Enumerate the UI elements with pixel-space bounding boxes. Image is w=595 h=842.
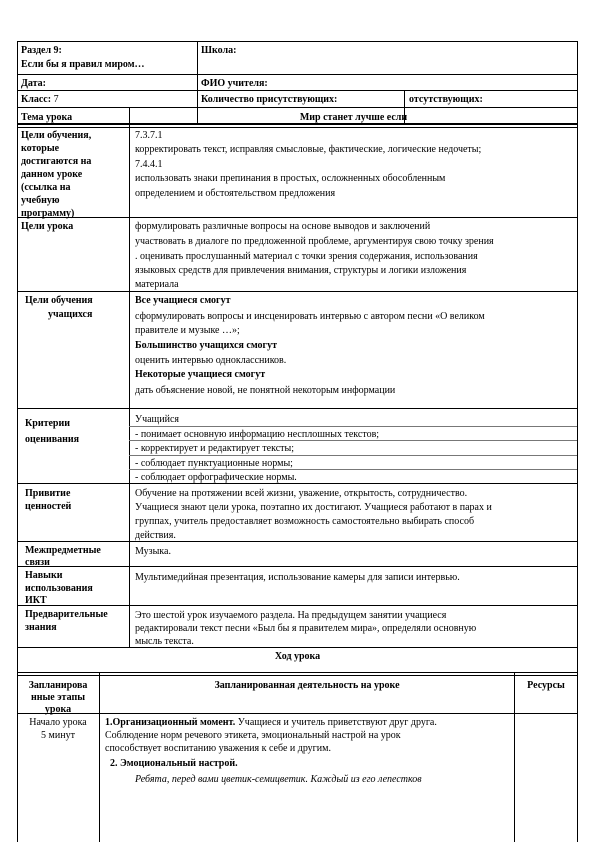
table-border (99, 672, 100, 842)
topic-label: Тема урока (21, 112, 73, 123)
learning-goal-line: 7.3.7.1 (135, 130, 163, 141)
values-line: группах, учитель предоставляет возможность самостоятельно выбирать способ (135, 516, 475, 527)
cross-links-value: Музыка. (135, 546, 171, 557)
values-line: Учащиеся знают цели урока, поэтапно их достигают. Учащиеся работают в парах и (135, 502, 492, 513)
table-border (17, 672, 578, 673)
criteria-line: - корректирует и редактирует тексты; (135, 443, 295, 454)
learning-goal-line: определением и обстоятельством предложения (135, 188, 336, 199)
criteria-divider (129, 440, 577, 441)
ict-label: ИКТ (25, 595, 47, 606)
date-label: Дата: (21, 78, 46, 89)
lesson-goal-line: участвовать в диалоге по предложенной проблеме, аргументируя свою точку зрения (135, 236, 494, 247)
teacher-label: ФИО учителя: (201, 78, 268, 89)
prior-knowledge-label: знания (25, 622, 57, 633)
ict-label: использования (25, 583, 93, 594)
criteria-divider (129, 469, 577, 470)
table-border (17, 541, 578, 542)
table-border (17, 127, 578, 128)
activity-item-1-text: Учащиеся и учитель приветствуют друг друга. (235, 717, 437, 728)
learning-goals-label: (ссылка на (21, 182, 71, 193)
table-border (17, 566, 578, 567)
all-students-line: сформулировать вопросы и инсценировать интервью с автором песни «О великом (135, 311, 485, 322)
prior-knowledge-line: Это шестой урок изучаемого раздела. На предыдущем занятии учащиеся (135, 610, 447, 621)
table-border (17, 124, 578, 125)
table-border (17, 408, 578, 409)
learning-goal-line: корректировать текст, исправляя смысловые, фактические, логические недочеты; (135, 144, 482, 155)
most-students-heading: Большинство учащихся смогут (135, 340, 278, 351)
all-students-line: правителе и музыке …»; (135, 325, 240, 336)
activity-item-2-text: Ребята, перед вами цветик-семицветик. Каждый из его лепестков (135, 774, 422, 785)
activity-header: Запланированная деятельность на уроке (214, 680, 400, 691)
activity-item-1-line: Соблюдение норм речевого этикета, эмоциональный настрой на урок (105, 730, 401, 741)
learning-goals-label: учебную (21, 195, 60, 206)
learning-goals-label: достигаются на (21, 156, 92, 167)
learning-goals-label: данном уроке (21, 169, 83, 180)
criteria-line: Учащийся (135, 414, 179, 425)
table-border (17, 675, 578, 676)
table-border (17, 483, 578, 484)
learning-goals-label: программу) (21, 208, 75, 219)
ict-label: Навыки (25, 570, 63, 581)
student-goals-label: Цели обучения (25, 295, 93, 306)
lesson-goal-line: языковых средств для привлечения внимания, структуры и логики изложения (135, 265, 467, 276)
activity-item-2-heading: 2. Эмоциональный настрой. (110, 758, 238, 769)
table-border (514, 672, 515, 842)
criteria-label: оценивания (25, 434, 80, 445)
criteria-line: - соблюдает пунктуационные нормы; (135, 458, 293, 469)
criteria-line: - соблюдает орфографические нормы. (135, 472, 297, 483)
criteria-divider (129, 426, 577, 427)
present-label: Количество присутствующих: (201, 94, 338, 105)
table-border (17, 217, 578, 218)
prior-knowledge-line: редактировали текст песни «Был бы я правителем мира», определяли основную (135, 623, 477, 634)
table-border (129, 107, 130, 647)
some-students-line: дать объяснение новой, не понятной некоторым информации (135, 385, 396, 396)
values-line: действия. (135, 530, 176, 541)
class-label: Класс: (21, 94, 54, 105)
class-field (21, 93, 59, 106)
lesson-goal-line: . оценивать прослушанный материал с точки зрения содержания, использования (135, 251, 478, 262)
criteria-label: Критерии (25, 418, 71, 429)
stage-name: Начало урока (29, 717, 87, 728)
values-label: ценностей (25, 501, 72, 512)
activity-item-1-heading: 1.Организационный момент. (105, 717, 236, 728)
values-label: Привитие (25, 488, 71, 499)
table-border (17, 41, 578, 42)
table-border (17, 605, 578, 606)
all-students-heading: Все учащиеся смогут (135, 295, 231, 306)
section-label: Раздел 9: (21, 45, 62, 56)
stages-header: урока (44, 704, 72, 715)
criteria-line: - понимает основную информацию несплошных текстов; (135, 429, 380, 440)
school-label: Школа: (201, 45, 237, 56)
values-line: Обучение на протяжении всей жизни, уважение, открытость, сотрудничество. (135, 488, 468, 499)
criteria-divider (129, 455, 577, 456)
some-students-heading: Некоторые учащиеся смогут (135, 369, 266, 380)
resources-header: Ресурсы (527, 680, 565, 691)
cross-links-label: Межпредметные (25, 545, 101, 556)
activity-item-1 (105, 716, 437, 729)
table-border (17, 74, 578, 75)
activity-item-1-line: способствует воспитанию уважения к себе и другим. (105, 743, 331, 754)
learning-goals-label: которые (21, 143, 60, 154)
table-border (17, 107, 578, 108)
table-border (17, 90, 578, 91)
lesson-goals-label: Цели урока (21, 221, 74, 232)
table-border (17, 713, 578, 714)
table-border (17, 647, 578, 648)
learning-goals-label: Цели обучения, (21, 130, 92, 141)
learning-goal-line: 7.4.4.1 (135, 159, 163, 170)
lesson-goal-line: формулировать различные вопросы на основе выводов и заключений (135, 221, 431, 232)
stages-header: нные этапы (30, 692, 86, 703)
stages-header: Запланирова (28, 680, 88, 691)
most-students-line: оценить интервью одноклассников. (135, 355, 287, 366)
cross-links-label: связи (25, 557, 50, 568)
topic-value: Мир станет лучше если (299, 112, 408, 123)
prior-knowledge-label: Предварительные (25, 609, 108, 620)
class-value: 7 (53, 94, 59, 105)
absent-label: отсутствующих: (409, 94, 483, 105)
table-border (17, 291, 578, 292)
learning-goal-line: использовать знаки препинания в простых, осложненных обособленным (135, 173, 446, 184)
ict-value: Мультимедийная презентация, использование камеры для записи интервью. (135, 572, 460, 583)
course-title: Ход урока (274, 651, 321, 662)
prior-knowledge-line: мысль текста. (135, 636, 194, 647)
student-goals-label: учащихся (48, 309, 93, 320)
section-title: Если бы я правил миром… (21, 59, 145, 70)
lesson-goal-line: материала (135, 279, 179, 290)
table-border (577, 41, 578, 842)
stage-duration: 5 минут (41, 730, 75, 741)
